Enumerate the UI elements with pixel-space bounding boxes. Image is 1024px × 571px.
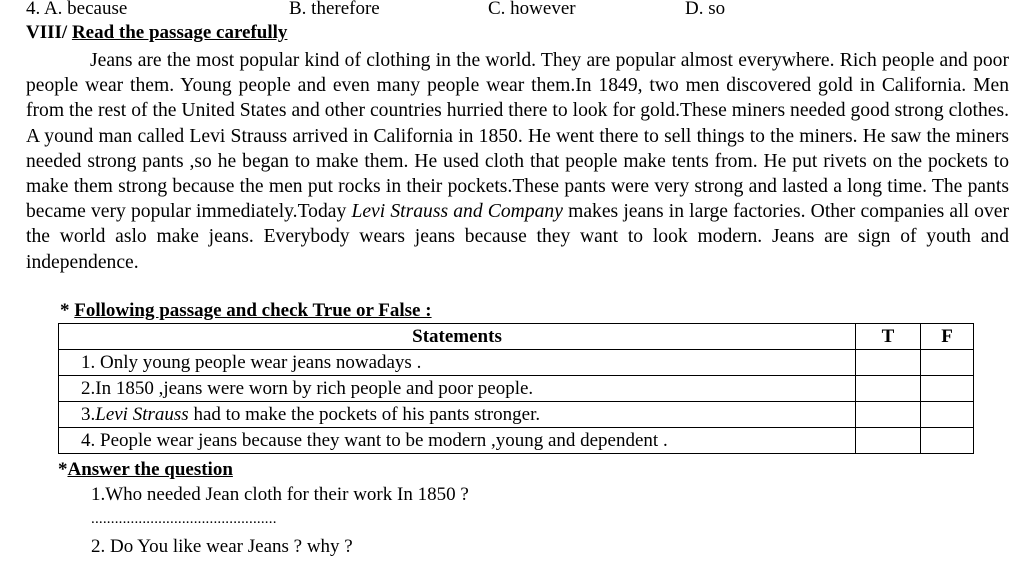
passage-text-1: Jeans are the most popular kind of clothing in the world. They are popular almost everywhere. Rich people and poor people wear them. Young people and even many people wear them.In 1849, two men discovered gold in California. Men from the rest of the United States and other countries hurried there to look for gold.These miners needed good strong clothes. A yound man called Levi Strauss arrived in California in 1850. He went there to sell things to the miners. He saw the miners needed strong pants ,so he began to make them. He used cloth that people make tents from. He put rivets on the pockets to make them strong because the men put rocks in their pockets.These pants were very strong and lasted a long time. The pants became very popular immediately.Today bbox=[26, 50, 1009, 223]
false-answer-cell[interactable] bbox=[921, 428, 974, 454]
statement-cell bbox=[59, 428, 856, 454]
statement-text-end: had to make the pockets of his pants stronger. bbox=[188, 403, 541, 425]
statement-italic: Levi Strauss bbox=[95, 403, 189, 425]
table-header-row bbox=[59, 324, 974, 350]
passage-company-name: Levi Strauss and Company bbox=[351, 201, 563, 223]
true-answer-cell[interactable] bbox=[856, 428, 921, 454]
table-row bbox=[59, 428, 974, 454]
statement-cell bbox=[59, 350, 856, 376]
answer-heading bbox=[58, 459, 233, 481]
false-answer-cell[interactable] bbox=[921, 376, 974, 402]
option-a: 4. A. because bbox=[26, 0, 128, 19]
statement-text: 2.In 1850 ,jeans were worn by rich people and poor people. bbox=[81, 377, 534, 399]
section-title: Read the passage carefully bbox=[71, 22, 288, 43]
section-number: VIII/ bbox=[26, 22, 68, 43]
true-header: T bbox=[856, 324, 921, 350]
statement-text: 4. People wear jeans because they want to be modern ,young and dependent . bbox=[81, 429, 668, 451]
option-b: B. therefore bbox=[289, 0, 380, 19]
statements-header: Statements bbox=[59, 324, 856, 350]
options-row bbox=[26, 0, 1016, 20]
false-answer-cell[interactable] bbox=[921, 350, 974, 376]
false-header: F bbox=[921, 324, 974, 350]
true-false-table bbox=[58, 323, 974, 454]
true-false-heading bbox=[60, 300, 432, 322]
table-row bbox=[59, 376, 974, 402]
passage-text-2: makes jeans in large factories. Other companies all over the world aslo make jeans. Everybody wears jeans because they want to look modern. Jeans are sign of youth and independence. bbox=[26, 201, 1009, 273]
answer-line[interactable]: ............................................... bbox=[91, 511, 277, 527]
statement-cell bbox=[59, 402, 856, 428]
question-1: 1.Who needed Jean cloth for their work In 1850 ? bbox=[91, 484, 469, 505]
true-false-heading-text: Following passage and check True or False : bbox=[74, 300, 432, 321]
question-2: 2. Do You like wear Jeans ? why ? bbox=[91, 536, 353, 557]
table-row bbox=[59, 402, 974, 428]
true-answer-cell[interactable] bbox=[856, 350, 921, 376]
false-answer-cell[interactable] bbox=[921, 402, 974, 428]
true-answer-cell[interactable] bbox=[856, 376, 921, 402]
answer-star: * bbox=[58, 459, 68, 480]
table-row bbox=[59, 350, 974, 376]
statement-cell bbox=[59, 376, 856, 402]
true-answer-cell[interactable] bbox=[856, 402, 921, 428]
option-d: D. so bbox=[685, 0, 726, 19]
option-c: C. however bbox=[488, 0, 576, 19]
answer-heading-text: Answer the question bbox=[67, 459, 233, 480]
section-heading bbox=[26, 22, 287, 44]
statement-text: 1. Only young people wear jeans nowadays . bbox=[81, 351, 422, 373]
statement-text: 3. bbox=[81, 403, 96, 425]
reading-passage bbox=[26, 48, 1009, 275]
true-false-star: * bbox=[60, 300, 75, 321]
